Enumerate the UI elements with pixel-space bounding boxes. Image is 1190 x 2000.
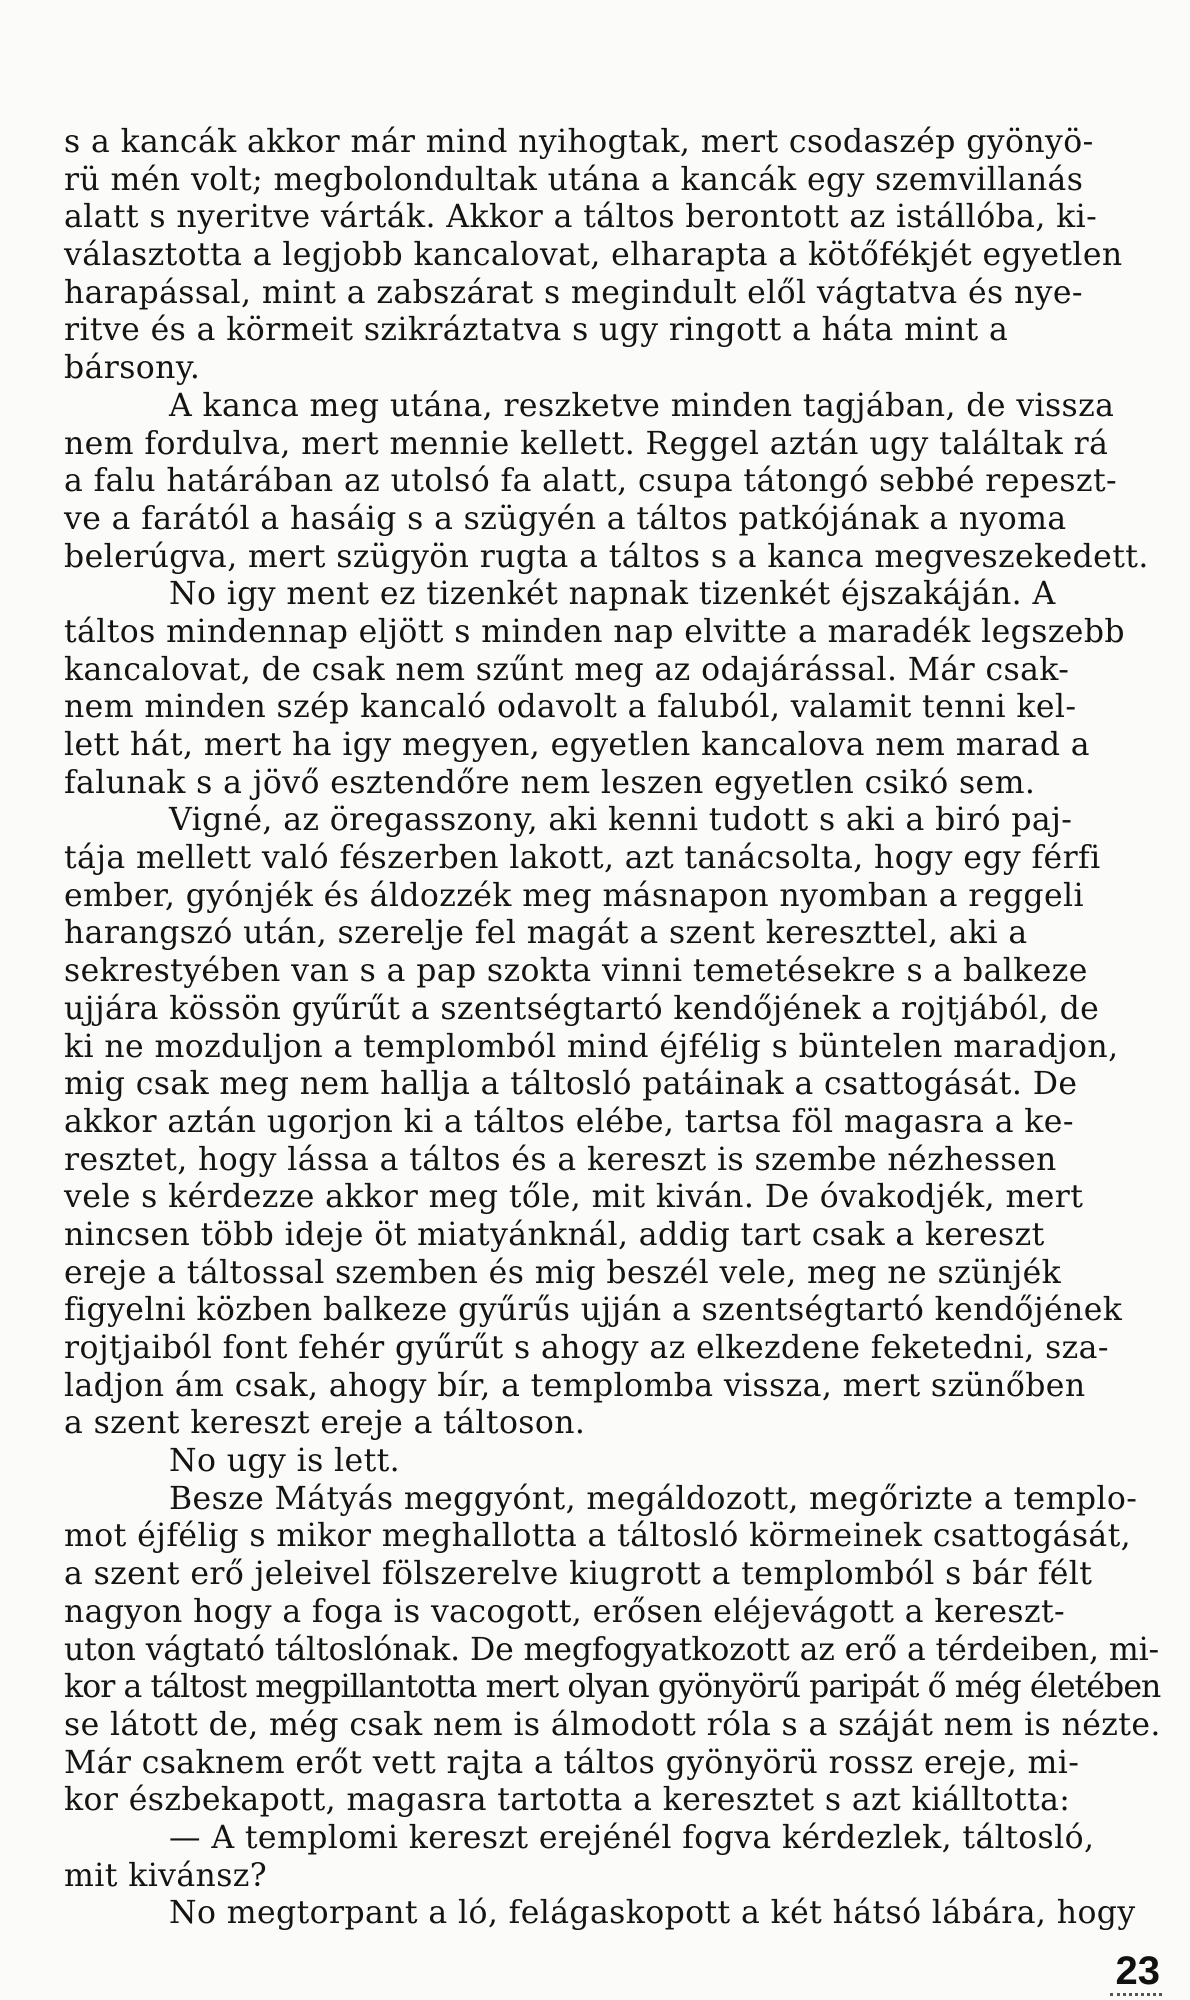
text-line: akkor aztán ugorjon ki a táltos elébe, tartsa föl magasra a ke- [64,1103,1074,1140]
text-line: nem minden szép kancaló odavolt a faluból, valamit tenni kel- [64,689,1077,726]
text-line: ereje a táltossal szemben és mig beszél vele, meg ne szünjék [64,1254,1062,1291]
text-line: táltos mindennap eljött s minden nap elvitte a maradék legszebb [64,613,1125,650]
text-line: figyelni közben balkeze gyűrűs ujján a szentségtartó kendőjének [64,1292,1123,1329]
text-line: lett hát, mert ha igy megyen, egyetlen kancalova nem marad a [64,727,1090,763]
text-line: a falu határában az utolsó fa alatt, csupa tátongó sebbé repeszt- [64,463,1118,500]
text-line: tája mellett való fészerben lakott, azt tanácsolta, hogy egy férfi [64,840,1101,877]
paragraph-start-line: Vigné, az öregasszony, aki kenni tudott s aki a biró paj- [169,802,1073,839]
text-line: mig csak meg nem hallja a táltosló patáinak a csattogását. De [64,1066,1078,1103]
text-line: ujjára kössön gyűrűt a szentségtartó kendőjének a rojtjából, de [64,990,1100,1027]
text-line: se látott de, még csak nem is álmodott róla s a száját nem is nézte. [64,1706,1161,1743]
paragraph-start-line: No ugy is lett. [169,1443,401,1480]
text-line: választotta a legjobb kancalovat, elharapta a kötőfékjét egyetlen [64,237,1123,274]
text-line: rü mén volt; megbolondultak utána a kancák egy szemvillanás [64,161,1084,198]
paragraph-start-line: — A templomi kereszt erejénél fogva kérdezlek, táltosló, [169,1819,1095,1856]
text-line: harapással, mint a zabszárat s megindult elől vágtatva és nye- [64,274,1083,311]
paragraph-start-line: No igy ment ez tizenkét napnak tizenkét éjszakáján. A [169,576,1056,613]
text-line: kancalovat, de csak nem szűnt meg az odajárással. Már csak- [64,651,1070,688]
text-line: rojtjaiból font fehér gyűrűt s ahogy az elkezdene feketedni, sza- [64,1330,1109,1366]
text-line: a szent erő jeleivel fölszerelve kiugrott a templomból s bár félt [64,1556,1093,1593]
text-line: nem fordulva, mert mennie kellett. Reggel aztán ugy találtak rá [64,425,1109,462]
text-line: bársony. [64,350,201,387]
text-line: falunak s a jövő esztendőre nem leszen egyetlen csikó sem. [64,764,1036,801]
text-line: harangszó után, szerelje fel magát a szent kereszttel, aki a [64,915,1028,952]
text-line: ember, gyónjék és áldozzék meg másnapon nyomban a reggeli [64,877,1084,914]
paragraph-start-line: No megtorpant a ló, felágaskopott a két hátsó lábára, hogy [169,1895,1136,1932]
paragraph-start-line: Besze Mátyás meggyónt, megáldozott, megőrizte a templo- [169,1480,1138,1517]
page-number: 23 [1110,1951,1163,1996]
text-line: ritve és a körmeit szikráztatva s ugy ringott a háta mint a [64,312,1009,349]
paragraph-start-line: A kanca meg utána, reszketve minden tagjában, de vissza [169,387,1115,424]
text-line: kor a táltost megpillantotta mert olyan gyönyörű paripát ő még életében [64,1669,1161,1706]
text-line: kor észbekapott, magasra tartotta a keresztet s azt kiálltotta: [64,1782,1071,1819]
text-line: belerúgva, mert szügyön rugta a táltos s a kanca megveszekedett. [64,538,1149,575]
text-line: ladjon ám csak, ahogy bír, a templomba vissza, mert szünőben [64,1367,1086,1404]
text-line: vele s kérdezze akkor meg tőle, mit kiván. De óvakodjék, mert [64,1179,1084,1216]
body-text [64,124,1164,1933]
text-line: sekrestyében van s a pap szokta vinni temetésekre s a balkeze [64,953,1088,990]
text-line: alatt s nyeritve várták. Akkor a táltos berontott az istállóba, ki- [64,199,1098,236]
text-line: a szent kereszt ereje a táltoson. [64,1405,586,1442]
text-line: uton vágtató táltoslónak. De megfogyatkozott az erő a térdeiben, mi- [64,1631,1160,1668]
text-line: Már csaknem erőt vett rajta a táltos gyönyörü rossz ereje, mi- [64,1744,1080,1781]
text-line: nincsen több ideje öt miatyánknál, addig tart csak a kereszt [64,1216,1045,1253]
text-line: mit kivánsz? [64,1857,268,1894]
text-line: mot éjfélig s mikor meghallotta a táltosló körmeinek csattogását, [64,1518,1132,1555]
text-line: ki ne mozduljon a templomból mind éjfélig s büntelen maradjon, [64,1028,1119,1065]
text-line: ve a farától a hasáig s a szügyén a táltos patkójának a nyoma [64,500,1067,537]
text-line: s a kancák akkor már mind nyihogtak, mert csodaszép gyönyö- [64,124,1094,160]
text-line: resztet, hogy lássa a táltos és a kereszt is szembe nézhessen [64,1141,1057,1178]
text-line: nagyon hogy a foga is vacogott, erősen eléjevágott a kereszt- [64,1593,1066,1630]
